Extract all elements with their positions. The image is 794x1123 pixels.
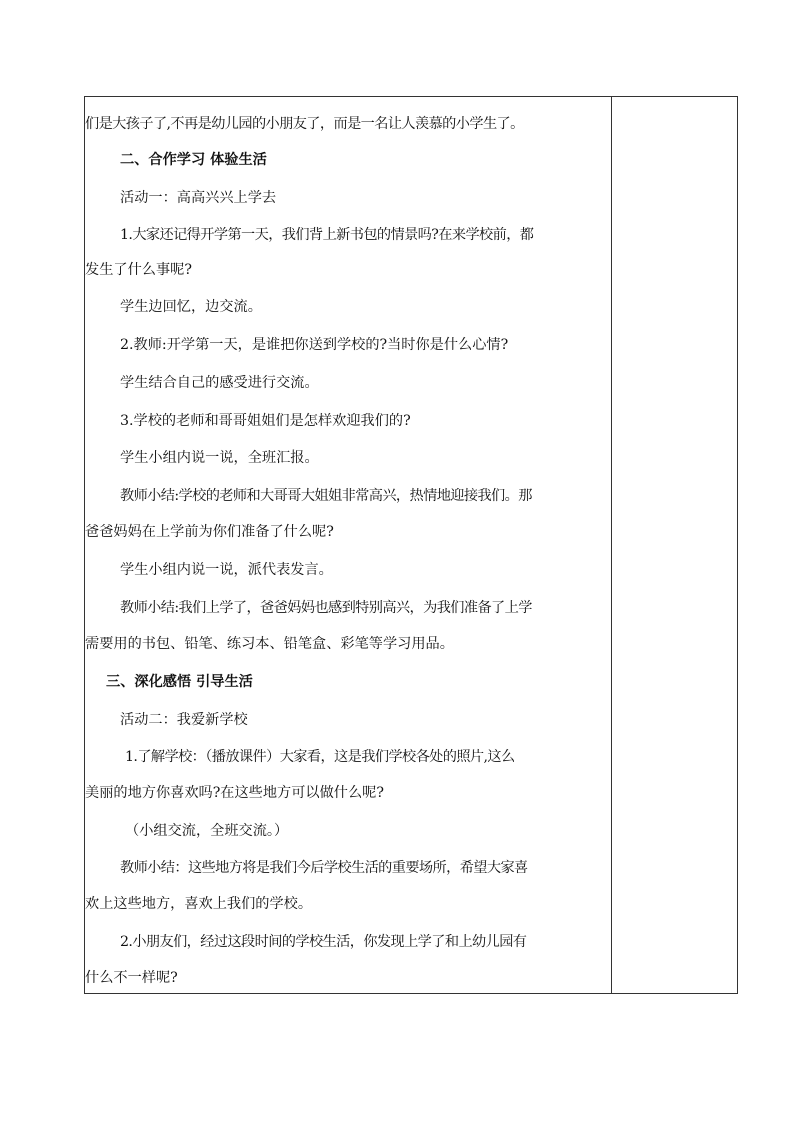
text-line: 1.了解学校：（播放课件）大家看，这是我们学校各处的照片,这么 bbox=[125, 749, 515, 765]
text-line: 需要用的书包、铅笔、练习本、铅笔盒、彩笔等学习用品。 bbox=[85, 636, 454, 652]
text-line: 2.教师:开学第一天，是谁把你送到学校的?当时你是什么心情? bbox=[120, 337, 509, 353]
section-heading: 二、合作学习 体验生活 bbox=[120, 152, 267, 168]
lesson-content-cell bbox=[85, 97, 611, 993]
text-line: 学生结合自己的感受进行交流。 bbox=[120, 375, 319, 391]
text-line: 教师小结:学校的老师和大哥哥大姐姐非常高兴，热情地迎接我们。那 bbox=[120, 488, 532, 504]
text-line: 学生小组内说一说，派代表发言。 bbox=[120, 562, 333, 578]
text-line: 教师小结：这些地方将是我们今后学校生活的重要场所，希望大家喜 bbox=[120, 860, 528, 876]
text-line: 2.小朋友们，经过这段时间的学校生活，你发现上学了和上幼儿园有 bbox=[120, 934, 527, 950]
text-line: 1.大家还记得开学第一天，我们背上新书包的情景吗?在来学校前，都 bbox=[120, 227, 534, 243]
notes-cell bbox=[612, 97, 737, 993]
text-line: 发生了什么事呢? bbox=[85, 262, 192, 278]
text-line: （小组交流，全班交流。） bbox=[125, 823, 289, 839]
text-line: 学生小组内说一说，全班汇报。 bbox=[120, 450, 319, 466]
text-line: 学生边回忆，边交流。 bbox=[120, 299, 262, 315]
text-line: 欢上这些地方，喜欢上我们的学校。 bbox=[85, 896, 313, 912]
text-line: 美丽的地方你喜欢吗?在这些地方可以做什么呢? bbox=[85, 785, 384, 801]
section-heading: 三、深化感悟 引导生活 bbox=[106, 674, 253, 690]
text-line: 3.学校的老师和哥哥姐姐们是怎样欢迎我们的? bbox=[120, 413, 411, 429]
activity-heading: 活动一：高高兴兴上学去 bbox=[120, 190, 277, 206]
text-line: 什么不一样呢? bbox=[85, 970, 178, 986]
activity-heading: 活动二：我爱新学校 bbox=[120, 712, 248, 728]
text-line: 爸爸妈妈在上学前为你们准备了什么呢? bbox=[85, 524, 334, 540]
text-line: 们是大孩子了,不再是幼儿园的小朋友了，而是一名让人羡慕的小学生了。 bbox=[85, 116, 524, 132]
text-line: 教师小结:我们上学了，爸爸妈妈也感到特别高兴，为我们准备了上学 bbox=[120, 600, 532, 616]
lesson-table bbox=[84, 96, 738, 994]
